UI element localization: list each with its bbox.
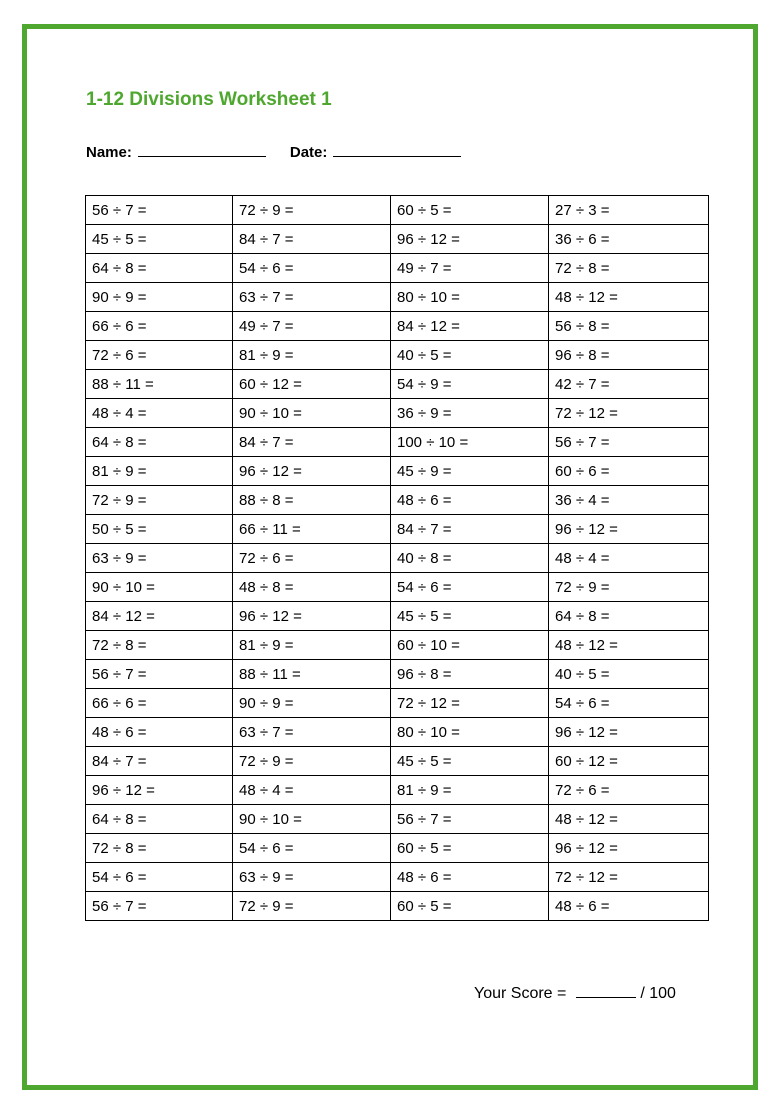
problem-cell[interactable]: 72 ÷ 8 = [549,254,709,283]
problem-cell[interactable]: 72 ÷ 6 = [233,544,391,573]
problem-cell[interactable]: 72 ÷ 6 = [549,776,709,805]
problem-cell[interactable]: 42 ÷ 7 = [549,370,709,399]
problem-cell[interactable]: 100 ÷ 10 = [391,428,549,457]
problem-cell[interactable]: 88 ÷ 8 = [233,486,391,515]
problem-cell[interactable]: 60 ÷ 12 = [549,747,709,776]
problem-cell[interactable]: 72 ÷ 9 = [549,573,709,602]
problem-cell[interactable]: 48 ÷ 8 = [233,573,391,602]
problem-cell[interactable]: 84 ÷ 7 = [233,225,391,254]
table-row [86,399,709,428]
table-row [86,370,709,399]
problem-cell[interactable]: 36 ÷ 6 = [549,225,709,254]
table-row [86,689,709,718]
problem-cell[interactable]: 64 ÷ 8 = [86,428,233,457]
problems-table-body [86,196,709,921]
table-row [86,863,709,892]
problem-cell[interactable]: 72 ÷ 8 = [86,834,233,863]
problem-cell[interactable]: 48 ÷ 12 = [549,283,709,312]
problem-cell[interactable]: 72 ÷ 9 = [86,486,233,515]
problem-cell[interactable]: 88 ÷ 11 = [233,660,391,689]
problem-cell[interactable]: 45 ÷ 5 = [391,602,549,631]
problem-cell[interactable]: 64 ÷ 8 = [549,602,709,631]
problem-cell[interactable]: 56 ÷ 7 = [391,805,549,834]
problem-cell[interactable]: 72 ÷ 12 = [549,399,709,428]
problem-cell[interactable]: 48 ÷ 4 = [549,544,709,573]
problem-cell[interactable]: 96 ÷ 12 = [86,776,233,805]
problem-cell[interactable]: 72 ÷ 12 = [391,689,549,718]
problem-cell[interactable]: 96 ÷ 12 = [233,457,391,486]
problem-cell[interactable]: 56 ÷ 7 = [86,196,233,225]
name-label: Name: [86,144,132,161]
table-row [86,225,709,254]
score-row [474,984,676,1003]
problem-cell[interactable]: 36 ÷ 4 = [549,486,709,515]
problem-cell[interactable]: 81 ÷ 9 = [233,341,391,370]
problem-cell[interactable]: 96 ÷ 8 = [549,341,709,370]
problem-cell[interactable]: 48 ÷ 12 = [549,805,709,834]
problem-cell[interactable]: 72 ÷ 12 = [549,863,709,892]
table-row [86,544,709,573]
problem-cell[interactable]: 48 ÷ 4 = [233,776,391,805]
problem-cell[interactable]: 60 ÷ 5 = [391,196,549,225]
problem-cell[interactable]: 49 ÷ 7 = [233,312,391,341]
problem-cell[interactable]: 56 ÷ 7 = [86,660,233,689]
table-row [86,486,709,515]
table-row [86,457,709,486]
score-total: / 100 [640,985,676,1002]
problem-cell[interactable]: 63 ÷ 7 = [233,718,391,747]
problem-cell[interactable]: 49 ÷ 7 = [391,254,549,283]
problem-cell[interactable]: 48 ÷ 6 = [391,486,549,515]
problem-cell[interactable]: 40 ÷ 5 = [391,341,549,370]
table-row [86,312,709,341]
name-blank-line[interactable] [138,144,266,157]
problem-cell[interactable]: 84 ÷ 7 = [391,515,549,544]
problem-cell[interactable]: 36 ÷ 9 = [391,399,549,428]
problem-cell[interactable]: 48 ÷ 12 = [549,631,709,660]
problem-cell[interactable]: 56 ÷ 7 = [549,428,709,457]
table-row [86,428,709,457]
problem-cell[interactable]: 84 ÷ 12 = [391,312,549,341]
problem-cell[interactable]: 50 ÷ 5 = [86,515,233,544]
table-row [86,892,709,921]
problem-cell[interactable]: 64 ÷ 8 = [86,254,233,283]
problem-cell[interactable]: 90 ÷ 9 = [86,283,233,312]
date-blank-line[interactable] [333,144,461,157]
problem-cell[interactable]: 45 ÷ 5 = [86,225,233,254]
problem-cell[interactable]: 45 ÷ 9 = [391,457,549,486]
problem-cell[interactable]: 81 ÷ 9 = [233,631,391,660]
problem-cell[interactable]: 90 ÷ 9 = [233,689,391,718]
problem-cell[interactable]: 63 ÷ 9 = [233,863,391,892]
score-label: Your Score = [474,985,567,1002]
problem-cell[interactable]: 48 ÷ 6 = [549,892,709,921]
problem-cell[interactable]: 80 ÷ 10 = [391,718,549,747]
problem-cell[interactable]: 40 ÷ 5 = [549,660,709,689]
problem-cell[interactable]: 54 ÷ 9 = [391,370,549,399]
problem-cell[interactable]: 72 ÷ 9 = [233,747,391,776]
problem-cell[interactable]: 66 ÷ 11 = [233,515,391,544]
problem-cell[interactable]: 45 ÷ 5 = [391,747,549,776]
problem-cell[interactable]: 48 ÷ 6 = [391,863,549,892]
problem-cell[interactable]: 84 ÷ 12 = [86,602,233,631]
table-row [86,776,709,805]
table-row [86,747,709,776]
problem-cell[interactable]: 96 ÷ 12 = [233,602,391,631]
problems-table [85,195,709,921]
name-date-row [86,144,461,161]
problem-cell[interactable]: 81 ÷ 9 = [86,457,233,486]
problem-cell[interactable]: 90 ÷ 10 = [233,805,391,834]
problem-cell[interactable]: 60 ÷ 12 = [233,370,391,399]
problem-cell[interactable]: 63 ÷ 7 = [233,283,391,312]
problem-cell[interactable]: 64 ÷ 8 = [86,805,233,834]
score-blank-line[interactable] [576,984,636,998]
problem-cell[interactable]: 48 ÷ 4 = [86,399,233,428]
problem-cell[interactable]: 56 ÷ 8 = [549,312,709,341]
problem-cell[interactable]: 96 ÷ 8 = [391,660,549,689]
problem-cell[interactable]: 81 ÷ 9 = [391,776,549,805]
table-row [86,573,709,602]
table-row [86,631,709,660]
problem-cell[interactable]: 66 ÷ 6 = [86,689,233,718]
problem-cell[interactable]: 60 ÷ 5 = [391,834,549,863]
table-row [86,805,709,834]
problem-cell[interactable]: 96 ÷ 12 = [549,834,709,863]
problem-cell[interactable]: 63 ÷ 9 = [86,544,233,573]
problem-cell[interactable]: 96 ÷ 12 = [549,718,709,747]
problem-cell[interactable]: 54 ÷ 6 = [391,573,549,602]
problem-cell[interactable]: 54 ÷ 6 = [86,863,233,892]
problem-cell[interactable]: 84 ÷ 7 = [233,428,391,457]
table-row [86,834,709,863]
table-row [86,254,709,283]
problem-cell[interactable]: 72 ÷ 9 = [233,892,391,921]
problem-cell[interactable]: 66 ÷ 6 = [86,312,233,341]
problem-cell[interactable]: 84 ÷ 7 = [86,747,233,776]
problem-cell[interactable]: 80 ÷ 10 = [391,283,549,312]
table-row [86,660,709,689]
problem-cell[interactable]: 54 ÷ 6 = [233,834,391,863]
table-row [86,515,709,544]
table-row [86,602,709,631]
problem-cell[interactable]: 96 ÷ 12 = [549,515,709,544]
problem-cell[interactable]: 96 ÷ 12 = [391,225,549,254]
worksheet-title: 1-12 Divisions Worksheet 1 [86,89,332,110]
problem-cell[interactable]: 60 ÷ 10 = [391,631,549,660]
table-row [86,341,709,370]
problem-cell[interactable]: 90 ÷ 10 = [86,573,233,602]
problem-cell[interactable]: 48 ÷ 6 = [86,718,233,747]
problem-cell[interactable]: 60 ÷ 6 = [549,457,709,486]
table-row [86,718,709,747]
problem-cell[interactable]: 54 ÷ 6 = [549,689,709,718]
problem-cell[interactable]: 72 ÷ 6 = [86,341,233,370]
problem-cell[interactable]: 56 ÷ 7 = [86,892,233,921]
problem-cell[interactable]: 72 ÷ 8 = [86,631,233,660]
problem-cell[interactable]: 60 ÷ 5 = [391,892,549,921]
problem-cell[interactable]: 90 ÷ 10 = [233,399,391,428]
table-row [86,196,709,225]
problem-cell[interactable]: 27 ÷ 3 = [549,196,709,225]
problem-cell[interactable]: 72 ÷ 9 = [233,196,391,225]
problem-cell[interactable]: 40 ÷ 8 = [391,544,549,573]
date-label: Date: [289,144,328,161]
problem-cell[interactable]: 54 ÷ 6 = [233,254,391,283]
problem-cell[interactable]: 88 ÷ 11 = [86,370,233,399]
table-row [86,283,709,312]
